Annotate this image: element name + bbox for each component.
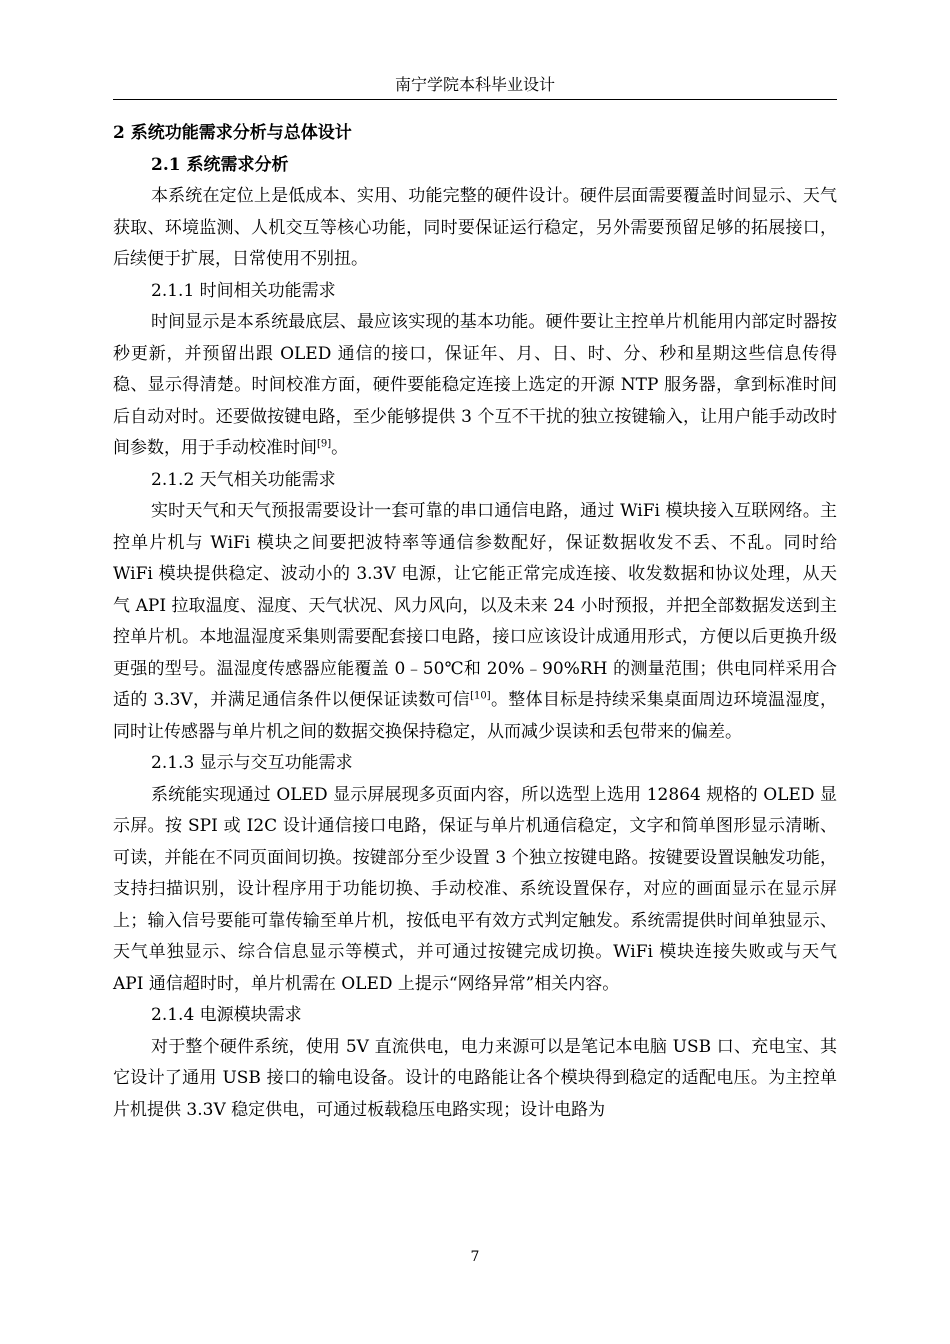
document-body — [113, 118, 837, 1126]
paragraph-time-end: 。 — [331, 438, 349, 458]
paragraph-time — [113, 307, 837, 465]
paragraph-power: 对于整个硬件系统，使用 5V 直流供电，电力来源可以是笔记本电脑 USB 口、充电宝、其它设计了通用 USB 接口的输电设备。设计的电路能让各个模块得到稳定的适配电压。为主控单片机提供 3.3V 稳定供电，可通过板载稳压电路实现；设计电路为 — [113, 1036, 837, 1120]
subsection-heading-2-1-2: 2.1.2 天气相关功能需求 — [151, 469, 336, 490]
section-heading-2-1: 2.1 系统需求分析 — [151, 154, 289, 175]
citation-9: [9] — [317, 438, 332, 450]
paragraph-intro: 本系统在定位上是低成本、实用、功能完整的硬件设计。硬件层面需要覆盖时间显示、天气获取、环境监测、人机交互等核心功能，同时要保证运行稳定，另外需要预留足够的拓展接口，后续便于扩展，日常使用不别扭。 — [113, 186, 837, 269]
paragraph-display: 系统能实现通过 OLED 显示屏展现多页面内容，所以选型上选用 12864 规格的 OLED 显示屏。按 SPI 或 I2C 设计通信接口电路，保证与单片机通信稳定，文字和简单图形显示清晰、可读，并能在不同页面间切换。按键部分至少设置 3 个独立按键电路。按键要设置误触发功能，支持扫描识别，设计程序用于功能切换、手动校准、系统设置保存，对应的画面显示在显示屏上；输入信号要能可靠传输至单片机，按低电平有效方式判定触发。系统需提供时间单独显示、天气单独显示、综合信息显示等模式，并可通过按键完成切换。WiFi 模块连接失败或与天气 API 通信超时时，单片机需在 OLED 上提示“网络异常”相关内容。 — [113, 784, 837, 994]
paragraph-time-text: 时间显示是本系统最底层、最应该实现的基本功能。硬件要让主控单片机能用内部定时器按秒更新，并预留出跟 OLED 通信的接口，保证年、月、日、时、分、秒和星期这些信息传得稳、显示得清楚。时间校准方面，硬件要能稳定连接上选定的开源 NTP 服务器，拿到标准时间后自动对时。还要做按键电路，至少能够提供 3 个互不干扰的独立按键输入，让用户能手动改时间参数，用于手动校准时间 — [113, 312, 837, 458]
subsection-heading-2-1-4: 2.1.4 电源模块需求 — [151, 1005, 302, 1025]
subsection-heading-2-1-3: 2.1.3 显示与交互功能需求 — [151, 753, 353, 773]
subsection-heading-2-1-1: 2.1.1 时间相关功能需求 — [151, 280, 336, 301]
chapter-heading: 2 系统功能需求分析与总体设计 — [113, 123, 352, 143]
page-number: 7 — [470, 1249, 480, 1265]
header-divider — [113, 99, 837, 100]
running-header: 南宁学院本科毕业设计 — [394, 75, 555, 94]
paragraph-weather-end: 。整体目标是持续采集桌面周边环境温湿度，同时让传感器与单片机之间的数据交换保持稳定，从而减少误读和丢包带来的偏差。 — [113, 690, 837, 742]
citation-10: [10] — [470, 690, 491, 702]
paragraph-weather — [113, 496, 837, 748]
paragraph-weather-text: 实时天气和天气预报需要设计一套可靠的串口通信电路，通过 WiFi 模块接入互联网络。主控单片机与 WiFi 模块之间要把波特率等通信参数配好，保证数据收发不丢、不乱。同时给 WiFi 模块提供稳定、波动小的 3.3V 电源，让它能正常完成连接、收发数据和协议处理，从天气 API 拉取温度、湿度、天气状况、风力风向，以及未来 24 小时预报，并把全部数据发送到主控单片机。本地温湿度采集则需要配套接口电路，接口应该设计成通用形式，方便以后更换升级更强的型号。温湿度传感器应能覆盖 0﹣50℃和 20%﹣90%RH 的测量范围；供电同样采用合适的 3.3V，并满足通信条件以便保证读数可信 — [113, 501, 837, 710]
